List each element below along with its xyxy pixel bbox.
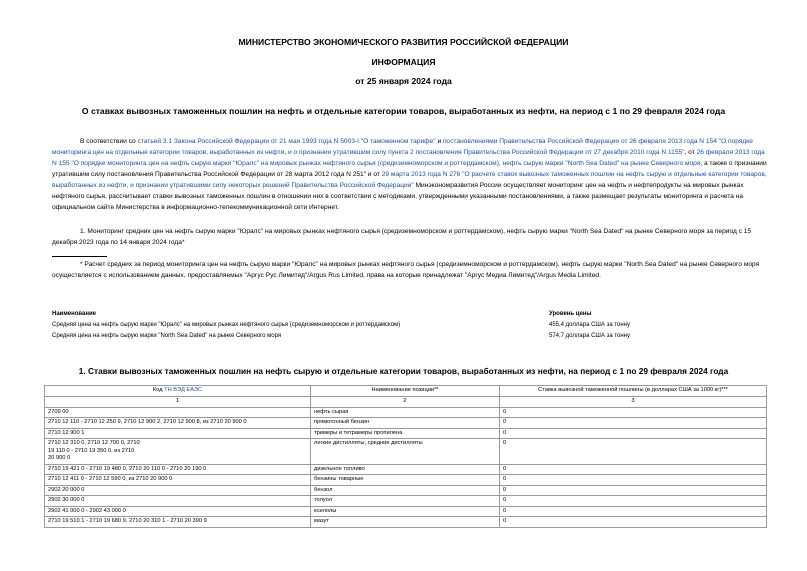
cell-name: толуол [311,496,500,507]
cell-name: дизельное топливо [311,464,500,475]
footnote-paragraph: * Расчет средних за период мониторинга цен на нефть сырую марки "Юралс" на мировых рынках нефтяного сырья (средиземноморском и роттердамском), нефть сырую марки "North Sea Dated" на рынке Северного моря осуществляется с использованием данных, предоставляемых "Аргус Рус Лимитед"/Argus Rus Limited, права на которые принадлежат "Аргус Медиа Лимитед"/Argus Media Limited. [52,261,760,279]
table-row [45,428,767,439]
law-link[interactable]: статьей 3.1 Закона Российской Федерации от 21 мая 1993 года N 5003-I "О таможенном тарифе" [137,138,436,145]
table-row [45,517,767,528]
table-row [45,418,767,429]
table-row [45,464,767,475]
item-1-paragraph: 1. Мониторинг средних цен на нефть сырую марки "Юралс" на мировых рынках нефтяного сырья (средиземноморском и роттердамском), нефть сырую марки "North Sea Dated" на рынке Северного моря за период с 15 декабря 2023 года по 14 января 2024 года* [52,228,752,246]
cell-code: 2710 12 110 - 2710 12 250 9, 2710 12 900 2, 2710 12 900 8, из 2710 20 900 0 [45,418,311,429]
cell-name: мазут [311,517,500,528]
footnote-divider [52,256,107,257]
doc-title: О ставках вывозных таможенных пошлин на нефть и отдельные категории товаров, выработанных из нефти, на период с 1 по 29 февраля 2024 года [81,106,726,116]
table-number-row [45,396,767,407]
cell-name: легкие дистилляты, средние дистилляты [311,439,500,465]
table-row [45,496,767,507]
col-number-3: 3 [500,396,767,407]
cell-rate: 0 [500,439,767,465]
price-row-value: 455,4 доллара США за тонну [549,322,630,328]
price-header-value: Уровень цены [549,311,592,317]
cell-code: 2710 12 310 0, 2710 12 700 0, 2710 19 110 0 - 2710 19 350 0, из 2710 20 900 0 [45,439,311,465]
section-1-title: 1. Ставки вывозных таможенных пошлин на нефть сырую и отдельные категории товаров, выработанных из нефти, на период с 1 по 29 февраля 2024 года [78,366,729,376]
cell-name: прямогонный бензин [311,418,500,429]
cell-name: ксилолы [311,506,500,517]
ministry-heading: МИНИСТЕРСТВО ЭКОНОМИЧЕСКОГО РАЗВИТИЯ РОССИЙСКОЙ ФЕДЕРАЦИИ [238,37,569,47]
header-code-prefix: Код [152,387,165,393]
decree-276-link[interactable]: 29 марта 2013 года N 276 "О расчете ставок вывозных таможенных пошлин на нефть сырую и отдельные категории товаров, выработанных из нефти, и признании утратившими силу некоторых решений Правительства Российской Федерации" [52,171,767,189]
table-row [45,506,767,517]
cell-code: 2902 30 000 0 [45,496,311,507]
header-code [45,386,311,397]
cell-rate: 0 [500,506,767,517]
cell-name: бензины товарные [311,475,500,486]
price-table-header [52,311,767,322]
cell-name: тримеры и тетрамеры пропилена [311,428,500,439]
cell-name: нефть сырая [311,407,500,418]
decree-154-link[interactable]: постановлениями Правительства Российской Федерации от 26 февраля 2013 года N 154 "О порядке мониторинга цен на отдельные категории товаров, выработанных из нефти, и о признании утратившим силу пункта 2 постановления Правительства Российской Федерации от 27 декабря 2010 года N 1155" [52,138,753,156]
header-rate: Ставка вывозной таможенной пошлины (в долларах США за 1000 кг)*** [500,386,767,397]
cell-rate: 0 [500,517,767,528]
price-header-name: Наименование [52,311,97,317]
tn-ved-link[interactable]: ТН ВЭД ЕАЭС [164,387,203,393]
duty-rates-table [44,385,767,528]
cell-rate: 0 [500,428,767,439]
cell-rate: 0 [500,485,767,496]
intro-text-5: Минэкономразвития России осуществляет мониторинг цен на нефть и нефтепродукты на мировых рынках нефтяного сырья, рассчитывает ставки вывозных таможенных пошлин в отношении них в соответствии с методиками, утвержденными указанными постановлениями, а также размещает результаты мониторинга и расчета на официальном сайте Министерства в информационно-телекоммуникационной сети Интернет. [52,182,744,211]
cell-rate: 0 [500,464,767,475]
table-row [45,485,767,496]
intro-paragraph [52,136,767,213]
col-number-1: 1 [45,396,311,407]
col-number-2: 2 [311,396,500,407]
price-row-name: Средняя цена на нефть сырую марки "Юралс" на мировых рынках нефтяного сырья (средиземноморском и роттердамском) [52,322,401,328]
doc-type-heading: ИНФОРМАЦИЯ [371,57,436,67]
cell-rate: 0 [500,418,767,429]
intro-text-4: , а также о признании утратившим силу постановления Правительства Российской Федерации от 28 марта 2012 года N 251" и от [52,160,767,178]
cell-code: 2710 19 510 1 - 2710 19 680 9, 2710 20 310 1 - 2710 20 390 9 [45,517,311,528]
intro-text-3: , от [684,149,697,156]
price-table [52,311,767,344]
cell-rate: 0 [500,475,767,486]
cell-code: 2710 19 421 0 - 2710 19 480 0, 2710 20 110 0 - 2710 20 190 0 [45,464,311,475]
cell-code: 2902 41 000 0 - 2902 43 000 0 [45,506,311,517]
cell-rate: 0 [500,496,767,507]
table-row [45,407,767,418]
doc-date: от 25 января 2024 года [355,76,452,86]
intro-text-2: и [435,138,443,145]
table-row [45,439,767,465]
price-row [52,322,767,333]
cell-name: бензол [311,485,500,496]
price-row [52,333,767,344]
table-header-row [45,386,767,397]
price-row-value: 574,7 доллара США за тонну [549,333,630,339]
intro-text-1: В соответствии со [80,138,138,145]
price-row-name: Средняя цена на нефть сырую марки "North Sea Dated" на рынке Северного моря [52,333,282,339]
cell-code: 2902 20 000 0 [45,485,311,496]
decree-155-link[interactable]: 26 февраля 2013 года N 155 "О порядке мониторинга цен на нефть сырую марки "Юралс" на мировых рынках нефтяного сырья (средиземноморском и роттердамском), нефть сырую марки "North Sea Dated" на рынке Северного моря [52,149,765,167]
cell-code: 2709 00 [45,407,311,418]
cell-code: 2710 12 900 1 [45,428,311,439]
table-row [45,475,767,486]
cell-code: 2710 12 411 0 - 2710 12 590 0, из 2710 20 900 0 [45,475,311,486]
cell-rate: 0 [500,407,767,418]
header-name: Наименование позиции** [311,386,500,397]
